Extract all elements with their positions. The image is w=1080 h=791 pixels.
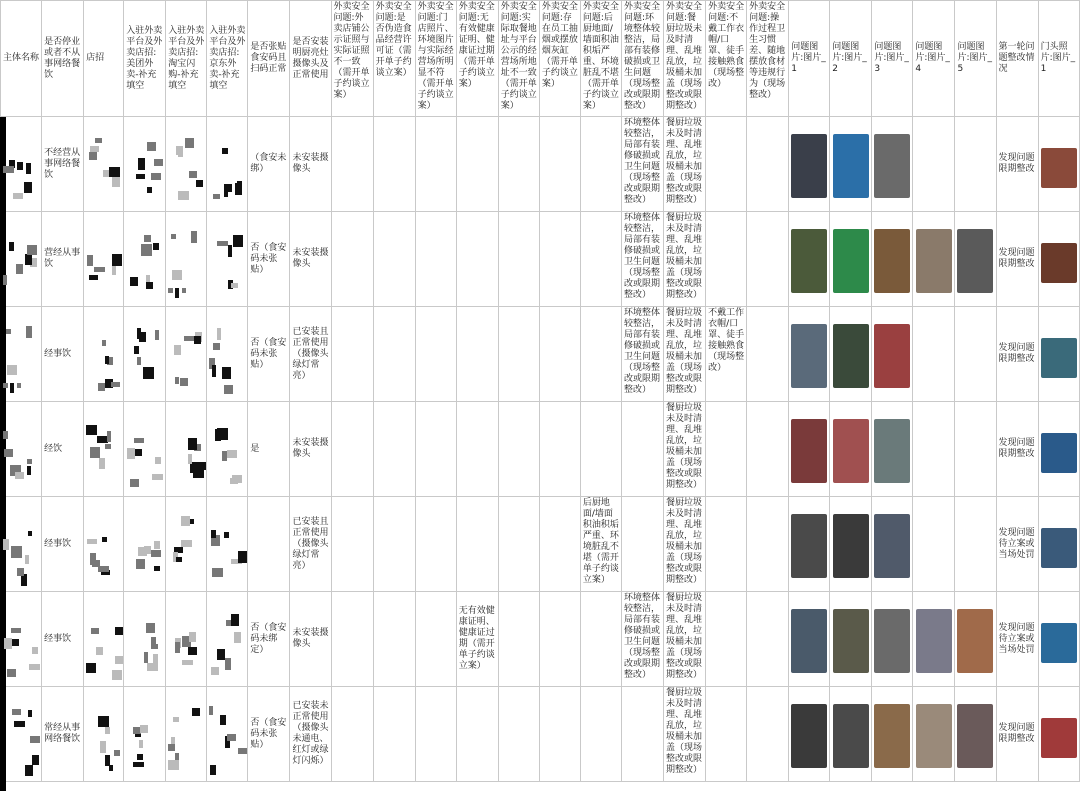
table-cell: 发现问题限期整改: [996, 117, 1038, 212]
table-cell: 环境整体较整洁，局部有装修破损或卫生问题（现场整改或限期整改）: [621, 117, 663, 212]
table-cell: [207, 212, 248, 307]
table-cell: [498, 212, 539, 307]
table-cell: 环境整体较整洁，局部有装修破损或卫生问题（现场整改或限期整改）: [621, 592, 663, 687]
header-cell: 入驻外卖平台及外卖店招:京东外卖-补充填空: [207, 1, 248, 117]
table-cell: 无有效健康证明、健康证过期（需开单子约谈立案）: [456, 592, 498, 687]
table-cell: [830, 497, 872, 592]
table-cell: 发现问题限期整改: [996, 402, 1038, 497]
table-cell: [1, 687, 42, 782]
table-row: [1, 212, 1080, 307]
header-cell: 外卖安全问题:环境整体较整洁，局部有装修破损或卫生问题（现场整改或限期整改）: [621, 1, 663, 117]
table-cell: [913, 402, 955, 497]
table-cell: 后厨地面/墙面积油积垢严重、环境脏乱不堪（需开单子约谈立案）: [580, 497, 621, 592]
table-cell: [415, 212, 456, 307]
table-cell: [872, 212, 913, 307]
table-cell: [789, 307, 830, 402]
table-cell: [124, 307, 166, 402]
table-cell: [913, 592, 955, 687]
table-cell: [706, 212, 747, 307]
table-cell: [84, 212, 124, 307]
table-cell: 经事饮: [42, 307, 84, 402]
table-cell: [373, 307, 415, 402]
header-cell: 外卖安全问题:餐厨垃圾未及时清理、乱堆乱放，垃圾桶未加盖（现场整改或限期整改）: [664, 1, 706, 117]
table-cell: [166, 497, 207, 592]
header-cell: 问题图片:图片_4: [913, 1, 955, 117]
header-cell: 问题图片:图片_3: [872, 1, 913, 117]
problem-photo[interactable]: [916, 609, 952, 673]
problem-photo[interactable]: [874, 514, 910, 578]
table-cell: [955, 592, 996, 687]
table-cell: 餐厨垃圾未及时清理、乱堆乱放，垃圾桶未加盖（现场整改或限期整改）: [664, 117, 706, 212]
table-cell: [539, 687, 580, 782]
header-cell: 问题图片:图片_2: [830, 1, 872, 117]
table-cell: [913, 117, 955, 212]
header-cell: 外卖安全问题:不戴工作衣帽/口罩、徒手接触熟食（现场整改）: [706, 1, 747, 117]
table-cell: [124, 402, 166, 497]
header-cell: 入驻外卖平台及外卖店招:美团外卖-补充填空: [124, 1, 166, 117]
problem-photo[interactable]: [957, 229, 993, 293]
table-cell: [1038, 307, 1079, 402]
table-cell: [913, 307, 955, 402]
table-cell: 环境整体较整洁，局部有装修破损或卫生问题（现场整改或限期整改）: [621, 307, 663, 402]
header-cell: 问题图片:图片_5: [955, 1, 996, 117]
table-cell: 环境整体较整洁，局部有装修破损或卫生问题（现场整改或限期整改）: [621, 212, 663, 307]
table-cell: [830, 307, 872, 402]
table-cell: [706, 687, 747, 782]
header-cell: 外卖安全问题:后厨地面/墙面积油积垢严重、环境脏乱不堪（需开单子约谈立案）: [580, 1, 621, 117]
table-cell: 否（食安码未绑定）: [248, 592, 290, 687]
table-cell: [331, 497, 373, 592]
table-cell: [415, 402, 456, 497]
table-cell: [789, 687, 830, 782]
table-cell: [830, 402, 872, 497]
table-cell: [166, 212, 207, 307]
table-cell: 发现问题限期整改: [996, 687, 1038, 782]
header-cell: 外卖安全问题:存在员工抽烟或摆放烟灰缸（需开单子约谈立案）: [539, 1, 580, 117]
table-cell: 否（食安码未张贴）: [248, 307, 290, 402]
table-cell: [539, 212, 580, 307]
table-cell: [830, 592, 872, 687]
header-cell: 外卖安全问题:操作过程卫生习惯差、随地摆放食材等违规行为（现场整改）: [747, 1, 789, 117]
table-cell: [331, 687, 373, 782]
table-cell: [539, 117, 580, 212]
table-cell: [580, 402, 621, 497]
header-cell: 门头照片:图片_1: [1038, 1, 1079, 117]
table-cell: [84, 592, 124, 687]
table-cell: [331, 592, 373, 687]
table-cell: 未安装摄像头: [290, 212, 331, 307]
table-cell: [539, 402, 580, 497]
table-cell: [872, 117, 913, 212]
table-cell: [456, 497, 498, 592]
table-cell: 经饮: [42, 402, 84, 497]
table-cell: [207, 497, 248, 592]
problem-photo[interactable]: [957, 609, 993, 673]
table-cell: [830, 687, 872, 782]
problem-photo[interactable]: [833, 134, 869, 198]
table-cell: [955, 497, 996, 592]
table-row: [1, 117, 1080, 212]
header-cell: 是否停业或者不从事网络餐饮: [42, 1, 84, 117]
problem-photo[interactable]: [874, 229, 910, 293]
table-cell: [747, 307, 789, 402]
storefront-photo[interactable]: [1041, 623, 1077, 663]
table-cell: 否（食安码未张贴）: [248, 212, 290, 307]
header-cell: 第一轮问题整改情况: [996, 1, 1038, 117]
table-cell: [124, 117, 166, 212]
table-cell: [124, 687, 166, 782]
table-cell: 已安装且正常使用（摄像头绿灯常亮）: [290, 497, 331, 592]
table-cell: [747, 117, 789, 212]
table-cell: [84, 117, 124, 212]
table-cell: [166, 402, 207, 497]
table-cell: [621, 687, 663, 782]
table-cell: [789, 402, 830, 497]
table-cell: [373, 117, 415, 212]
table-cell: [415, 687, 456, 782]
table-cell: [706, 592, 747, 687]
table-cell: [1, 307, 42, 402]
table-cell: [580, 212, 621, 307]
problem-photo[interactable]: [916, 229, 952, 293]
table-cell: [207, 307, 248, 402]
header-cell: 外卖安全问题:无有效健康证明、健康证过期（需开单子约谈立案）: [456, 1, 498, 117]
table-cell: [872, 592, 913, 687]
table-cell: [415, 592, 456, 687]
header-cell: 是否张贴食安码且扫码正常: [248, 1, 290, 117]
problem-photo[interactable]: [957, 704, 993, 768]
table-cell: [1, 592, 42, 687]
table-cell: [1, 117, 42, 212]
table-cell: [955, 212, 996, 307]
table-cell: [415, 497, 456, 592]
table-cell: [331, 212, 373, 307]
problem-photo[interactable]: [791, 609, 827, 673]
problem-photo[interactable]: [874, 609, 910, 673]
problem-photo[interactable]: [791, 514, 827, 578]
problem-photo[interactable]: [791, 419, 827, 483]
table-cell: 未安装摄像头: [290, 402, 331, 497]
table-cell: [373, 212, 415, 307]
table-cell: 发现问题待立案或当场处罚: [996, 592, 1038, 687]
table-cell: [1, 497, 42, 592]
problem-photo[interactable]: [916, 704, 952, 768]
header-cell: 是否安装明厨亮灶摄像头及正常使用: [290, 1, 331, 117]
table-cell: [248, 497, 290, 592]
table-cell: 餐厨垃圾未及时清理、乱堆乱放，垃圾桶未加盖（现场整改或限期整改）: [664, 497, 706, 592]
table-cell: [331, 307, 373, 402]
storefront-photo[interactable]: [1041, 243, 1077, 283]
table-cell: [747, 497, 789, 592]
table-cell: [84, 687, 124, 782]
table-cell: [747, 592, 789, 687]
problem-photo[interactable]: [791, 324, 827, 388]
table-cell: [747, 402, 789, 497]
header-cell: 店招: [84, 1, 124, 117]
table-cell: 已安装未正常使用（摄像头未通电、红灯或绿灯闪烁）: [290, 687, 331, 782]
table-cell: [456, 117, 498, 212]
table-cell: [124, 212, 166, 307]
table-cell: [955, 117, 996, 212]
header-cell: 外卖安全问题:门店照片、环境图片与实际经营场所明显不符（需开单子约谈立案）: [415, 1, 456, 117]
table-cell: [456, 307, 498, 402]
table-cell: 餐厨垃圾未及时清理、乱堆乱放，垃圾桶未加盖（现场整改或限期整改）: [664, 592, 706, 687]
table-cell: [415, 117, 456, 212]
storefront-photo[interactable]: [1041, 528, 1077, 568]
table-cell: [84, 497, 124, 592]
table-cell: [955, 307, 996, 402]
table-cell: 餐厨垃圾未及时清理、乱堆乱放，垃圾桶未加盖（现场整改或限期整改）: [664, 212, 706, 307]
table-cell: [1038, 402, 1079, 497]
table-cell: [373, 497, 415, 592]
problem-photo[interactable]: [833, 609, 869, 673]
table-cell: [872, 307, 913, 402]
table-cell: [166, 687, 207, 782]
table-cell: 经事饮: [42, 592, 84, 687]
table-cell: [456, 212, 498, 307]
table-cell: [84, 402, 124, 497]
table-cell: [913, 212, 955, 307]
table-cell: [621, 497, 663, 592]
table-cell: [580, 592, 621, 687]
problem-photo[interactable]: [791, 704, 827, 768]
table-cell: 常经从事网络餐饮: [42, 687, 84, 782]
table-cell: 否（食安码未张贴）: [248, 687, 290, 782]
table-cell: [539, 307, 580, 402]
table-cell: [1038, 592, 1079, 687]
header-cell: 问题图片:图片_1: [789, 1, 830, 117]
table-cell: [373, 687, 415, 782]
table-cell: [498, 497, 539, 592]
table-row: [1, 497, 1080, 592]
table-cell: [498, 687, 539, 782]
header-cell: 主体名称: [1, 1, 42, 117]
table-cell: [830, 212, 872, 307]
header-cell: 外卖安全问题:外卖店铺公示证照与实际证照不一致（需开单子约谈立案）: [331, 1, 373, 117]
table-cell: [166, 307, 207, 402]
table-cell: [84, 307, 124, 402]
table-row: [1, 402, 1080, 497]
table-cell: [498, 117, 539, 212]
table-cell: 营经从事饮: [42, 212, 84, 307]
table-cell: [830, 117, 872, 212]
table-cell: [580, 307, 621, 402]
table-cell: [456, 402, 498, 497]
header-cell: 入驻外卖平台及外卖店招:淘宝闪购-补充填空: [166, 1, 207, 117]
table-cell: [706, 497, 747, 592]
header-cell: 外卖安全问题:实际取餐地址与平台公示的经营场所地址不一致（需开单子约谈立案）: [498, 1, 539, 117]
problem-photo[interactable]: [874, 419, 910, 483]
table-cell: [166, 592, 207, 687]
storefront-photo[interactable]: [1041, 338, 1077, 378]
table-cell: [872, 497, 913, 592]
table-cell: [207, 117, 248, 212]
table-cell: [1, 212, 42, 307]
table-cell: [1038, 687, 1079, 782]
table-cell: 不经营从事网络餐饮: [42, 117, 84, 212]
table-cell: [166, 117, 207, 212]
problem-photo[interactable]: [874, 134, 910, 198]
header-cell: 外卖安全问题:是否伪造食品经营许可证（需开单子约谈立案）: [373, 1, 415, 117]
table-cell: [789, 592, 830, 687]
problem-photo[interactable]: [874, 704, 910, 768]
table-cell: [207, 402, 248, 497]
problem-photo[interactable]: [833, 229, 869, 293]
table-cell: [498, 402, 539, 497]
table-cell: [789, 497, 830, 592]
storefront-photo[interactable]: [1041, 718, 1077, 758]
table-cell: [580, 117, 621, 212]
problem-photo[interactable]: [791, 229, 827, 293]
table-cell: 发现问题限期整改: [996, 307, 1038, 402]
table-row: [1, 687, 1080, 782]
table-cell: 餐厨垃圾未及时清理、乱堆乱放，垃圾桶未加盖（现场整改或限期整改）: [664, 402, 706, 497]
table-cell: 发现问题待立案或当场处罚: [996, 497, 1038, 592]
problem-photo[interactable]: [833, 324, 869, 388]
table-cell: 不戴工作衣帽/口罩、徒手接触熟食（现场整改）: [706, 307, 747, 402]
table-cell: [913, 497, 955, 592]
table-cell: [456, 687, 498, 782]
table-cell: [872, 402, 913, 497]
table-cell: [124, 497, 166, 592]
table-cell: [1038, 117, 1079, 212]
table-cell: 是: [248, 402, 290, 497]
table-row: [1, 307, 1080, 402]
table-cell: [1, 402, 42, 497]
table-cell: 餐厨垃圾未及时清理、乱堆乱放，垃圾桶未加盖（现场整改或限期整改）: [664, 307, 706, 402]
table-cell: [539, 497, 580, 592]
table-cell: [539, 592, 580, 687]
table-cell: [373, 402, 415, 497]
table-cell: [498, 592, 539, 687]
table-cell: [747, 212, 789, 307]
table-cell: [872, 687, 913, 782]
table-cell: 已安装且正常使用（摄像头绿灯常亮）: [290, 307, 331, 402]
table-cell: [415, 307, 456, 402]
storefront-photo[interactable]: [1041, 433, 1077, 473]
table-row: [1, 592, 1080, 687]
table-cell: [124, 592, 166, 687]
problem-photo[interactable]: [833, 419, 869, 483]
table-cell: [580, 687, 621, 782]
table-cell: 未安装摄像头: [290, 592, 331, 687]
storefront-photo[interactable]: [1041, 148, 1077, 188]
table-cell: （食安未绑）: [248, 117, 290, 212]
problem-photo[interactable]: [833, 514, 869, 578]
table-cell: [621, 402, 663, 497]
table-cell: [331, 117, 373, 212]
problem-photo[interactable]: [791, 134, 827, 198]
table-cell: [955, 402, 996, 497]
table-cell: [207, 592, 248, 687]
table-cell: [747, 687, 789, 782]
problem-photo[interactable]: [874, 324, 910, 388]
table-cell: [706, 117, 747, 212]
table-cell: [498, 307, 539, 402]
table-cell: 未安装摄像头: [290, 117, 331, 212]
problem-photo[interactable]: [833, 704, 869, 768]
table-cell: [955, 687, 996, 782]
table-cell: [913, 687, 955, 782]
table-cell: [1038, 212, 1079, 307]
table-cell: 发现问题限期整改: [996, 212, 1038, 307]
table-cell: [789, 212, 830, 307]
header-row: [1, 1, 1080, 117]
table-cell: 经事饮: [42, 497, 84, 592]
table-cell: 餐厨垃圾未及时清理、乱堆乱放，垃圾桶未加盖（现场整改或限期整改）: [664, 687, 706, 782]
table-cell: [331, 402, 373, 497]
table-cell: [789, 117, 830, 212]
table-cell: [373, 592, 415, 687]
table-cell: [1038, 497, 1079, 592]
table-cell: [706, 402, 747, 497]
table-cell: [207, 687, 248, 782]
